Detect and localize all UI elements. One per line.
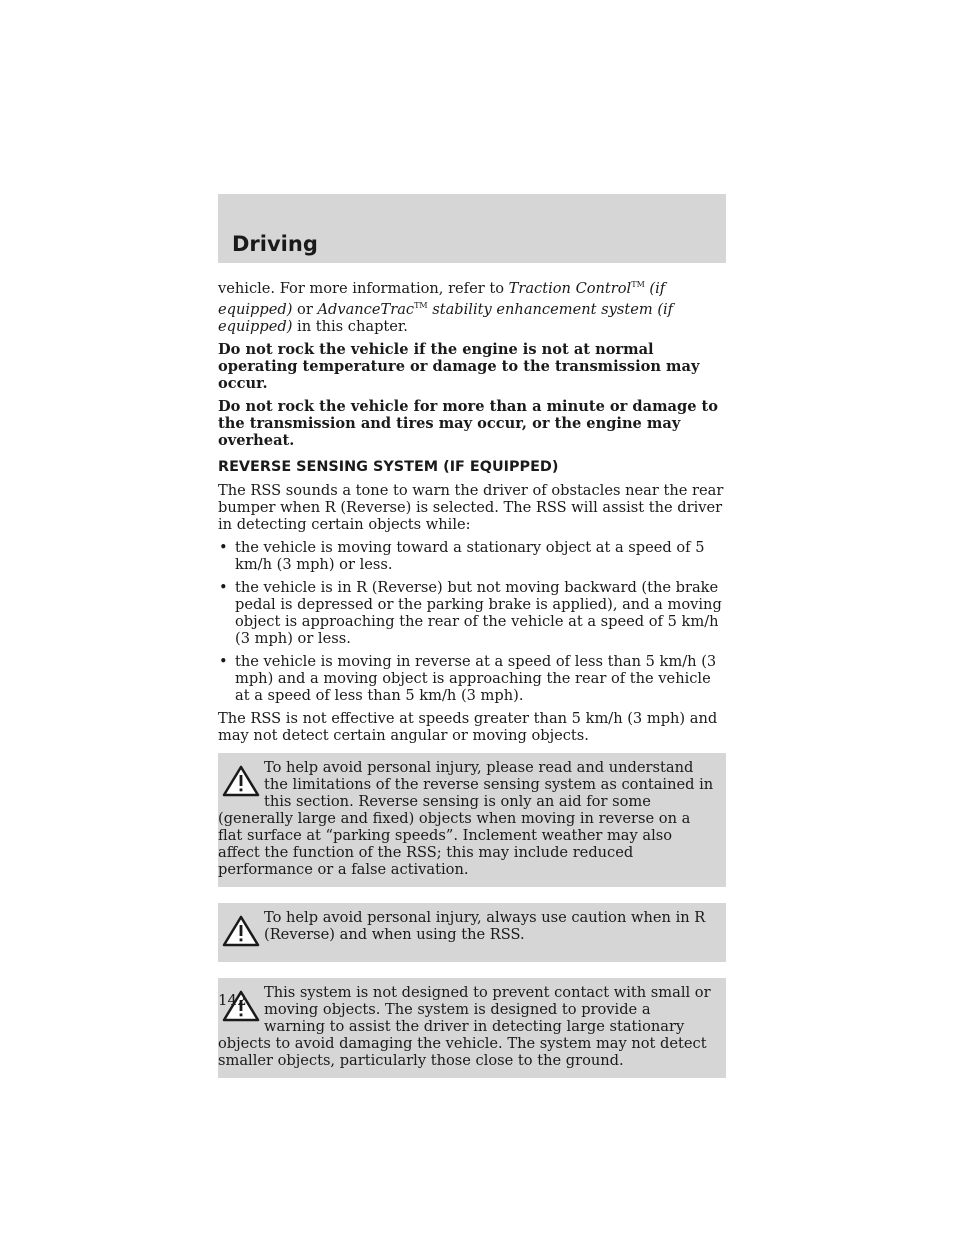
section-title: Driving (232, 232, 318, 256)
bullet-icon: • (219, 538, 228, 556)
section-heading: REVERSE SENSING SYSTEM (IF EQUIPPED) (218, 458, 559, 475)
page-content (218, 276, 726, 1078)
advancetrac-reference: AdvanceTrac™ stability enhancement system (if equipped) (218, 300, 674, 335)
warning-box (218, 978, 726, 1078)
warning-text: This system is not designed to prevent contact with small or moving objects. The system is designed to provide a warning to assist the driver in detecting large stationary objects to avoid damaging the vehicle. The system may not detect smaller objects, particularly those close to the ground. (218, 983, 711, 1069)
page-number: 142 (218, 991, 247, 1009)
bullet-icon: • (219, 652, 228, 670)
warning-box (218, 903, 726, 962)
bold-caution-paragraph: Do not rock the vehicle if the engine is not at normal operating temperature or damage to the transmission may occur. (218, 340, 700, 392)
traction-control-reference: Traction Control™ (if equipped) (218, 279, 666, 318)
intro-paragraph (218, 276, 726, 335)
warning-text: To help avoid personal injury, please read and understand the limitations of the reverse sensing system as contained in this section. Reverse sensing is only an aid for some (generally large and fixed) objects when moving in reverse on a flat surface at “parking speeds”. Inclement weather may also affect the function of the RSS; this may include reduced performance or a false activation. (218, 758, 714, 878)
rss-limitation-paragraph: The RSS is not effective at speeds greater than 5 km/h (3 mph) and may not detect certain angular or moving objects. (218, 709, 718, 744)
warning-text: To help avoid personal injury, always use caution when in R (Reverse) and when using the RSS. (264, 908, 706, 943)
intro-text: vehicle. For more information, refer to (218, 279, 509, 297)
rss-intro-paragraph: The RSS sounds a tone to warn the driver of obstacles near the rear bumper when R (Reverse) is selected. The RSS will assist the driver in detecting certain objects while: (218, 481, 724, 533)
list-item: • the vehicle is in R (Reverse) but not moving backward (the brake pedal is depressed or the parking brake is applied), and a moving object is approaching the rear of the vehicle at a speed of 5 km/h (3 mph) or less. (219, 578, 722, 647)
warning-triangle-icon (218, 913, 264, 953)
bold-caution-paragraph: Do not rock the vehicle for more than a minute or damage to the transmission and tires may occur, or the engine may overheat. (218, 397, 719, 449)
list-item: • the vehicle is moving toward a stationary object at a speed of 5 km/h (3 mph) or less. (219, 538, 705, 573)
warning-box (218, 753, 726, 887)
intro-text: in this chapter. (292, 317, 408, 335)
list-item: • the vehicle is moving in reverse at a speed of less than 5 km/h (3 mph) and a moving object is approaching the rear of the vehicle at a speed of less than 5 km/h (3 mph). (219, 652, 717, 704)
bullet-icon: • (219, 578, 228, 596)
condition-list (218, 539, 726, 704)
warning-triangle-icon (218, 763, 264, 803)
intro-text: or (292, 300, 318, 318)
